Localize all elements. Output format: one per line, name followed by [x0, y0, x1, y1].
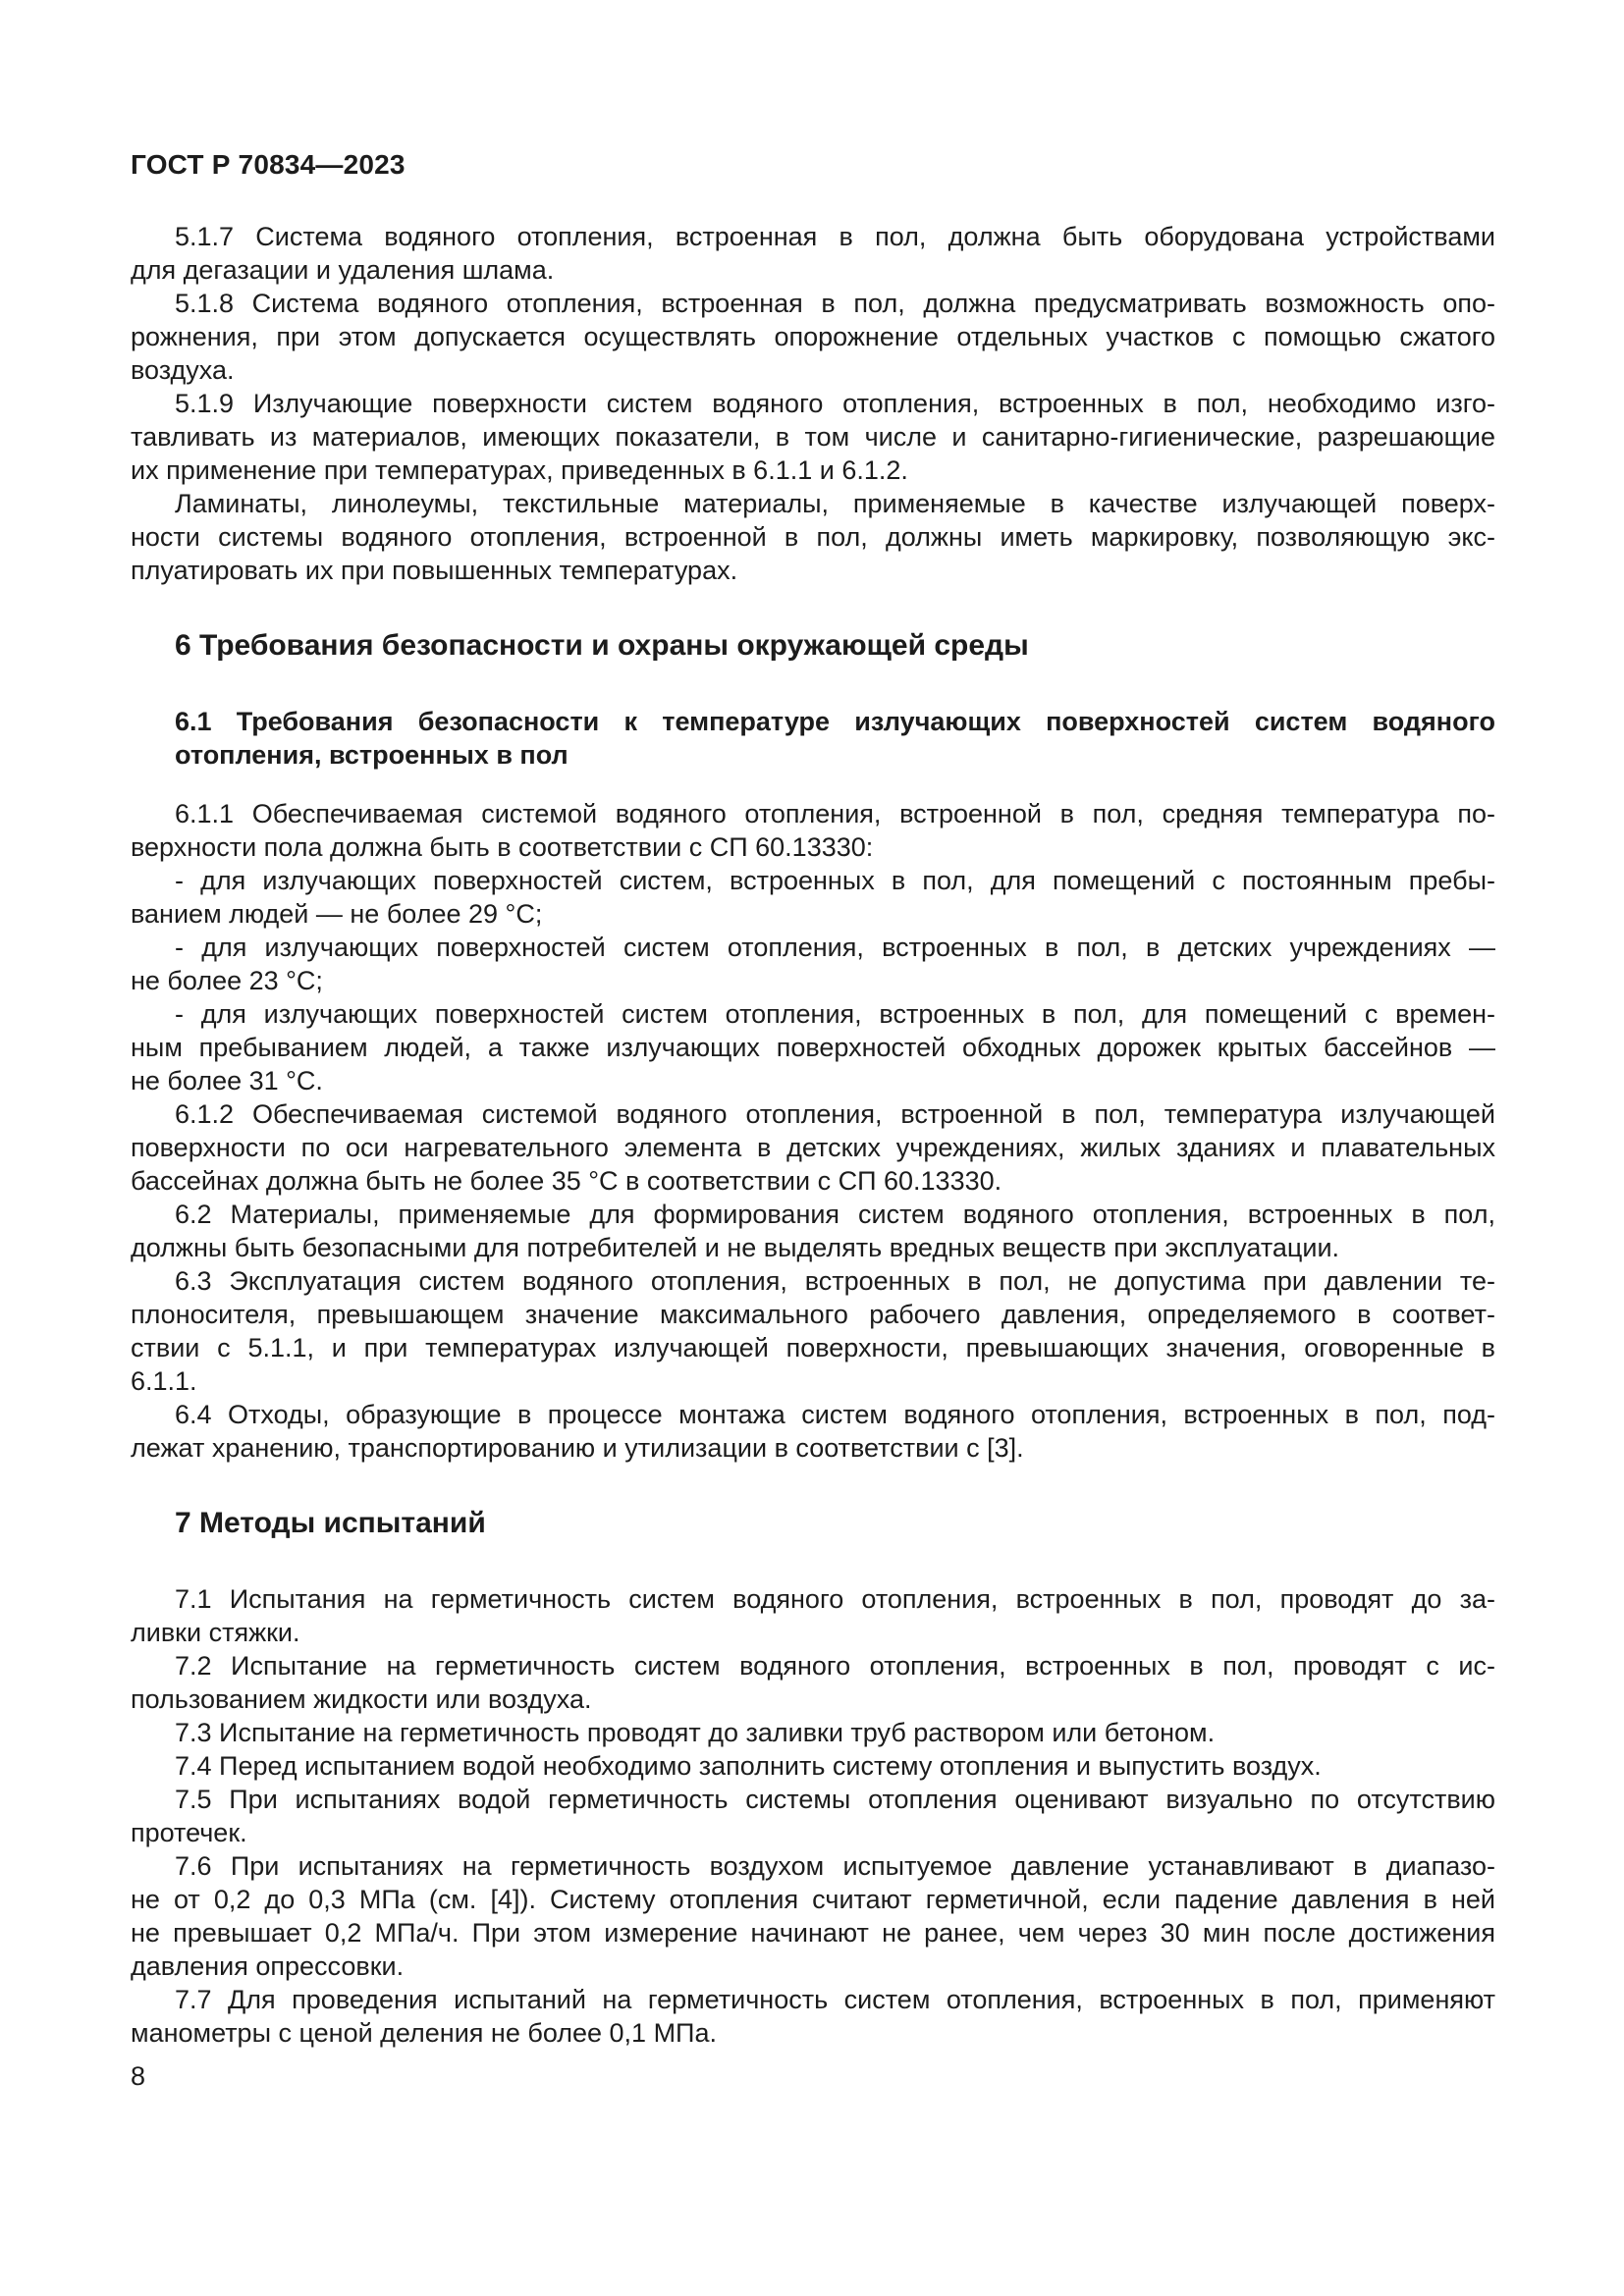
text-line: ствии с 5.1.1, и при температурах излучающей поверхности, превышающих значения, оговоренные в: [131, 1333, 1495, 1362]
text-line: для дегазации и удаления шлама.: [131, 255, 555, 285]
text-line: - для излучающих поверхностей систем, встроенных в пол, для помещений с постоянным пребы-: [175, 866, 1495, 895]
text-line: их применение при температурах, приведенных в 6.1.1 и 6.1.2.: [131, 455, 908, 485]
text-line: 6.1.1.: [131, 1366, 197, 1396]
text-line: 7.5 При испытаниях водой герметичность системы отопления оценивают визуально по отсутствию: [175, 1785, 1495, 1814]
text-line: должны быть безопасными для потребителей и не выделять вредных веществ при эксплуатации.: [131, 1233, 1340, 1262]
text-line: 7.2 Испытание на герметичность систем водяного отопления, встроенных в пол, проводят с ис-: [175, 1651, 1495, 1681]
text-line: 6.1 Требования безопасности к температуре излучающих поверхностей систем водяного: [175, 707, 1495, 736]
text-line: 7.6 При испытаниях на герметичность воздухом испытуемое давление устанавливают в диапазо-: [175, 1851, 1495, 1881]
paragraph-5-1-8: [131, 287, 1495, 387]
text-line: бассейнах должна быть не более 35 °С в соответствии с СП 60.13330.: [131, 1166, 1002, 1196]
text-line: плуатировать их при повышенных температурах.: [131, 556, 738, 585]
paragraph-laminates: [131, 487, 1495, 587]
paragraph-6-3: [131, 1264, 1495, 1398]
paragraph-5-1-7: [131, 220, 1495, 287]
text-line: протечек.: [131, 1818, 247, 1847]
text-line: 6.4 Отходы, образующие в процессе монтажа систем водяного отопления, встроенных в пол, под-: [175, 1400, 1495, 1429]
paragraph-7-5: [131, 1783, 1495, 1849]
text-line: 5.1.8 Система водяного отопления, встроенная в пол, должна предусматривать возможность опо-: [175, 289, 1495, 318]
text-line: давления опрессовки.: [131, 1951, 405, 1981]
text-line: - для излучающих поверхностей систем отопления, встроенных в пол, в детских учреждениях —: [175, 933, 1495, 962]
document-header-standard-number: ГОСТ Р 70834—2023: [131, 149, 406, 180]
text-line: 7.1 Испытания на герметичность систем водяного отопления, встроенных в пол, проводят до за-: [175, 1584, 1495, 1614]
text-line: ванием людей — не более 29 °С;: [131, 899, 543, 929]
text-line: не более 23 °С;: [131, 966, 323, 995]
document-content: [131, 220, 1495, 2050]
list-item-children-institutions: [131, 931, 1495, 997]
paragraph-6-1-2: [131, 1097, 1495, 1198]
text-line: 7 Методы испытаний: [175, 1507, 486, 1539]
paragraph-5-1-9: [131, 387, 1495, 487]
section-7-heading: [131, 1504, 1495, 1543]
paragraph-7-3: [131, 1716, 1495, 1749]
text-line: 5.1.7 Система водяного отопления, встроенная в пол, должна быть оборудована устройствами: [175, 222, 1495, 251]
text-line: 6.1.1 Обеспечиваемая системой водяного отопления, встроенной в пол, средняя температура по-: [175, 799, 1495, 828]
text-line: 5.1.9 Излучающие поверхности систем водяного отопления, встроенных в пол, необходимо изго-: [175, 389, 1495, 418]
text-line: манометры с ценой деления не более 0,1 МПа.: [131, 2018, 717, 2048]
paragraph-6-1-1: [131, 797, 1495, 864]
text-line: 7.7 Для проведения испытаний на герметичность систем отопления, встроенных в пол, применяют: [175, 1985, 1495, 2014]
paragraph-6-4: [131, 1398, 1495, 1465]
text-line: лежат хранению, транспортированию и утилизации в соответствии с [3].: [131, 1433, 1024, 1463]
section-6-1-heading: [131, 705, 1495, 772]
text-line: 6 Требования безопасности и охраны окружающей среды: [175, 629, 1029, 662]
text-line: 6.1.2 Обеспечиваемая системой водяного отопления, встроенной в пол, температура излучающей: [175, 1099, 1495, 1129]
text-line: воздуха.: [131, 355, 235, 385]
text-line: плоносителя, превышающем значение максимального рабочего давления, определяемого в соответ-: [131, 1300, 1495, 1329]
text-line: рожнения, при этом допускается осуществлять опорожнение отдельных участков с помощью сжатого: [131, 322, 1495, 351]
list-item-permanent-occupancy: [131, 864, 1495, 931]
paragraph-7-1: [131, 1582, 1495, 1649]
paragraph-7-6: [131, 1849, 1495, 1983]
section-6-heading: [131, 626, 1495, 666]
paragraph-6-2: [131, 1198, 1495, 1264]
text-line: не от 0,2 до 0,3 МПа (см. [4]). Систему отопления считают герметичной, если падение давления в ней: [131, 1885, 1495, 1914]
text-line: ности системы водяного отопления, встроенной в пол, должны иметь маркировку, позволяющую экс-: [131, 522, 1495, 552]
text-line: 7.4 Перед испытанием водой необходимо заполнить систему отопления и выпустить воздух.: [175, 1751, 1322, 1781]
text-line: не более 31 °С.: [131, 1066, 323, 1095]
text-line: пользованием жидкости или воздуха.: [131, 1684, 592, 1714]
text-line: ливки стяжки.: [131, 1618, 300, 1647]
text-line: не превышает 0,2 МПа/ч. При этом измерение начинают не ранее, чем через 30 мин после достижения: [131, 1918, 1495, 1948]
list-item-temporary-occupancy: [131, 997, 1495, 1097]
text-line: 6.2 Материалы, применяемые для формирования систем водяного отопления, встроенных в пол,: [175, 1200, 1495, 1229]
text-line: отопления, встроенных в пол: [175, 740, 568, 770]
text-line: ным пребыванием людей, а также излучающих поверхностей обходных дорожек крытых бассейнов —: [131, 1033, 1495, 1062]
paragraph-7-4: [131, 1749, 1495, 1783]
text-line: 6.3 Эксплуатация систем водяного отопления, встроенных в пол, не допустима при давлении те-: [175, 1266, 1495, 1296]
text-line: - для излучающих поверхностей систем отопления, встроенных в пол, для помещений с времен-: [175, 999, 1495, 1029]
page-number: 8: [131, 2061, 146, 2091]
text-line: поверхности по оси нагревательного элемента в детских учреждениях, жилых зданиях и плавательных: [131, 1133, 1495, 1162]
paragraph-7-2: [131, 1649, 1495, 1716]
text-line: верхности пола должна быть в соответствии с СП 60.13330:: [131, 832, 874, 862]
text-line: тавливать из материалов, имеющих показатели, в том числе и санитарно-гигиенические, разрешающие: [131, 422, 1495, 452]
text-line: Ламинаты, линолеумы, текстильные материалы, применяемые в качестве излучающей поверх-: [175, 489, 1495, 518]
paragraph-7-7: [131, 1983, 1495, 2050]
text-line: 7.3 Испытание на герметичность проводят до заливки труб раствором или бетоном.: [175, 1718, 1216, 1747]
